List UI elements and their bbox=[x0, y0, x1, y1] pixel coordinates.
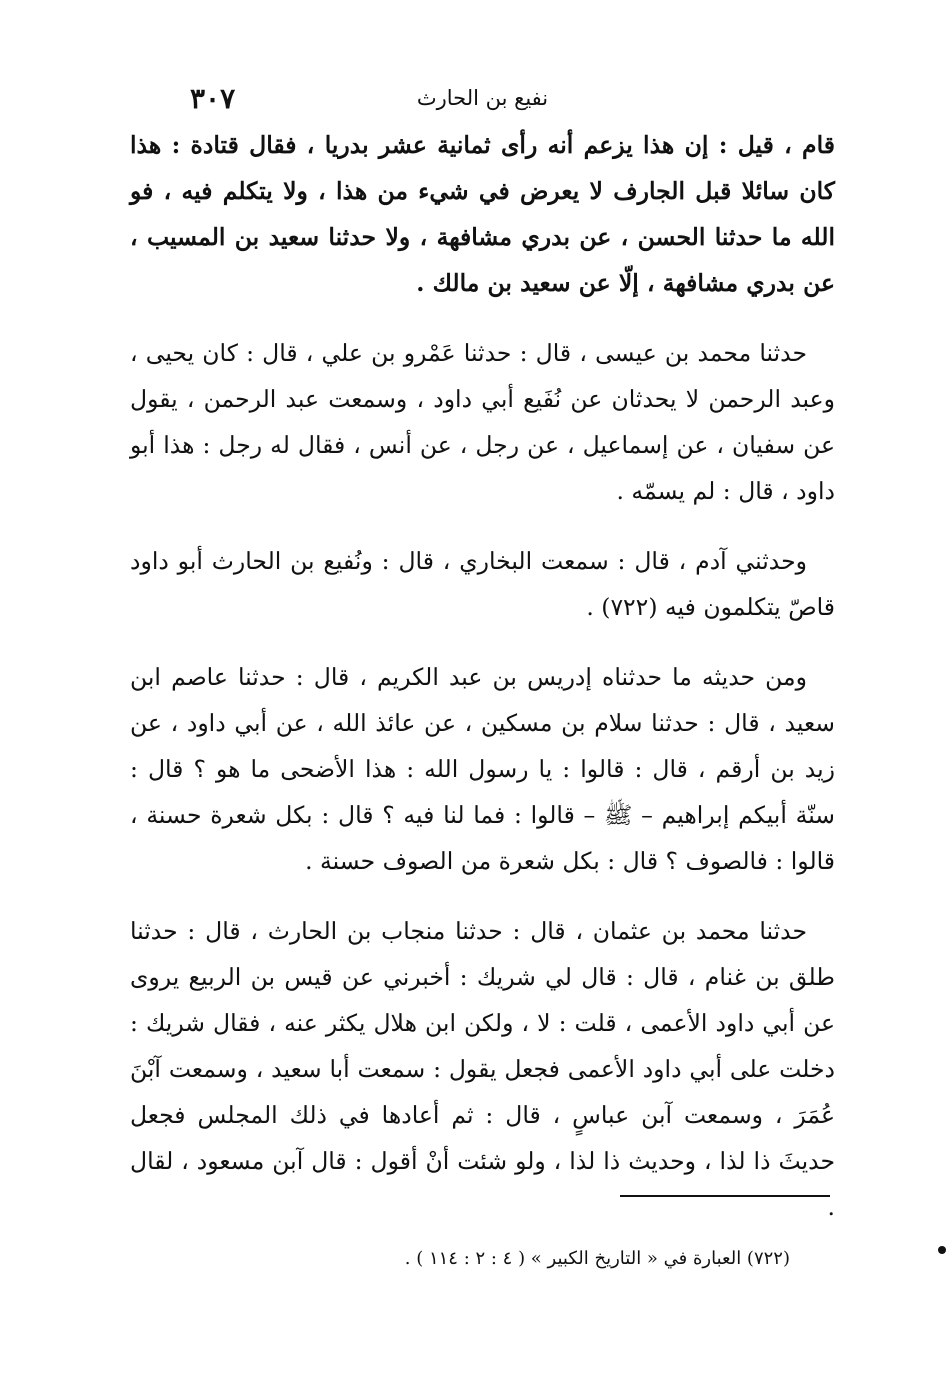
page-body bbox=[130, 122, 835, 1254]
paragraph-1: قام ، قيل : إن هذا يزعم أنه رأى ثمانية عشر بدريا ، فقال قتادة : هذا كان سائلا قبل الجارف لا يعرض في شيء من هذا ، ولا يتكلم فيه ، فو الله ما حدثنا الحسن ، عن بدري مشافهة ، ولا حدثنا سعيد بن المسيب ، عن بدري مشافهة ، إلّا عن سعيد بن مالك . bbox=[130, 131, 835, 297]
footnote-divider bbox=[620, 1195, 830, 1197]
page-header bbox=[130, 82, 835, 122]
running-title: نفيع بن الحارث bbox=[416, 86, 549, 110]
paragraph-4: ومن حديثه ما حدثناه إدريس بن عبد الكريم ، قال : حدثنا عاصم ابن سعيد ، قال : حدثنا سلام بن مسكين ، عن عائذ الله ، عن أبي داود ، عن زيد بن أرقم ، قال : قالوا : يا رسول الله : هذا الأضحى ما هو ؟ قال : سنّة أبيكم إبراهيم – ﷺ – قالوا : فما لنا فيه ؟ قال : بكل شعرة حسنة ، قالوا : فالصوف ؟ قال : بكل شعرة من الصوف حسنة . bbox=[130, 663, 835, 875]
page-number: ٣٠٧ bbox=[190, 82, 236, 115]
paragraph-2: حدثنا محمد بن عيسى ، قال : حدثنا عَمْرو بن علي ، قال : كان يحيى ، وعبد الرحمن لا يحدثان عن نُفَيع أبي داود ، وسمعت عبد الرحمن ، يقول عن سفيان ، عن إسماعيل ، عن رجل ، عن أنس ، فقال له رجل : هذا أبو داود ، قال : لم يسمّه . bbox=[130, 339, 835, 505]
paragraph-3: وحدثني آدم ، قال : سمعت البخاري ، قال : ونُفيع بن الحارث أبو داود قاصّ يتكلمون فيه (٧٢٢) . bbox=[130, 547, 835, 621]
paragraph-5: حدثنا محمد بن عثمان ، قال : حدثنا منجاب بن الحارث ، قال : حدثنا طلق بن غنام ، قال : قال لي شريك : أخبرني عن قيس بن الربيع يروى عن أبي داود الأعمى ، قلت : لا ، ولكن ابن هلال يكثر عنه ، فقال شريك : دخلت على أبي داود الأعمى فجعل يقول : سمعت أبا سعيد ، وسمعت آبْنَ عُمَرَ ، وسمعت آبن عباسٍ ، قال : ثم أعادها في ذلك المجلس فجعل حديثَ ذا لذا ، وحديث ذا لذا ، ولو شئت أنْ أقول : قال آبن مسعود ، لقال . bbox=[130, 917, 835, 1221]
margin-mark bbox=[938, 1246, 946, 1254]
footnote: (٧٢٢) العبارة في « التاريخ الكبير » ( ٤ : ٢ : ١١٤ ) . bbox=[404, 1248, 790, 1269]
